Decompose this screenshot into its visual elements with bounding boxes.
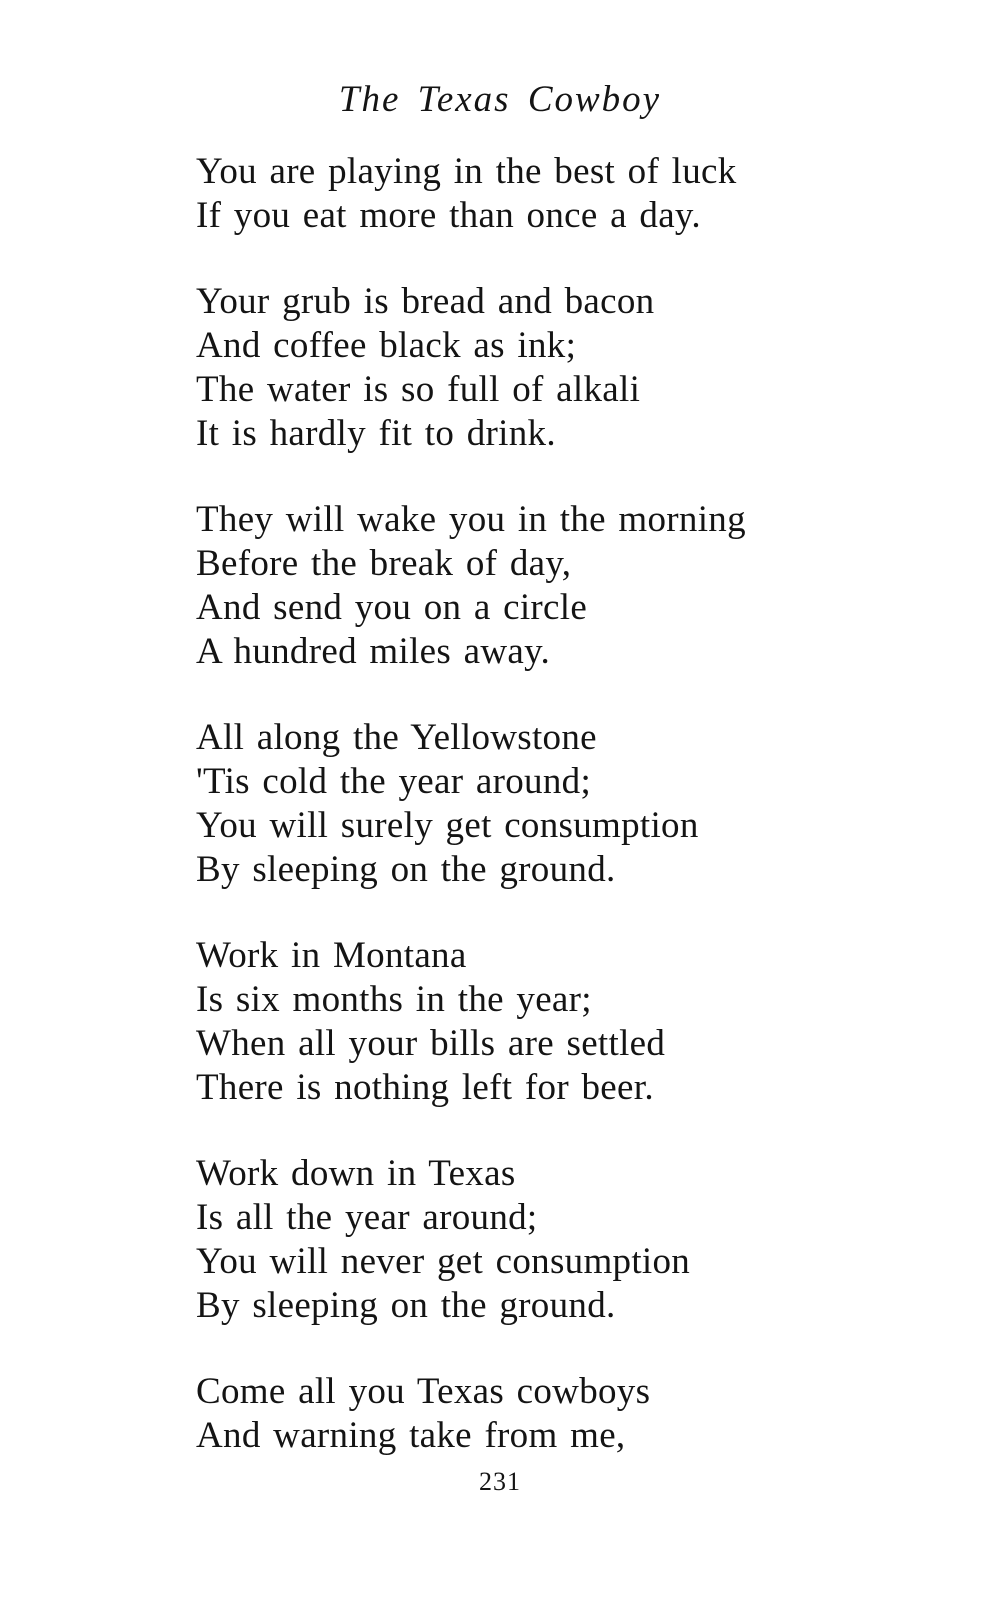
page-number: 231	[479, 1467, 521, 1496]
stanza-6	[196, 1152, 916, 1328]
poem-line: And send you on a circle	[196, 587, 588, 628]
poem-line: And coffee black as ink;	[196, 325, 577, 366]
poem-line: Is all the year around;	[196, 1197, 538, 1238]
poem-line: You will surely get consumption	[196, 805, 699, 846]
poem-line: A hundred miles away.	[196, 631, 551, 672]
poem-line: It is hardly fit to drink.	[196, 413, 556, 454]
running-head: The Texas Cowboy	[338, 79, 662, 120]
stanza-4	[196, 716, 916, 892]
poem	[196, 150, 916, 1500]
stanza-7	[196, 1370, 916, 1458]
poem-line: There is nothing left for beer.	[196, 1067, 654, 1108]
poem-line: Work in Montana	[196, 935, 467, 976]
poem-line: By sleeping on the ground.	[196, 849, 616, 890]
poem-line: By sleeping on the ground.	[196, 1285, 616, 1326]
poem-line: All along the Yellowstone	[196, 717, 597, 758]
poem-line: 'Tis cold the year around;	[196, 761, 592, 802]
stanza-5	[196, 934, 916, 1110]
stanza-3	[196, 498, 916, 674]
poem-line: Before the break of day,	[196, 543, 572, 584]
poem-line: When all your bills are settled	[196, 1023, 666, 1064]
stanza-1	[196, 150, 916, 238]
poem-line: The water is so full of alkali	[196, 369, 641, 410]
poem-line: Is six months in the year;	[196, 979, 592, 1020]
poem-line: You are playing in the best of luck	[196, 151, 737, 192]
poem-line: You will never get consumption	[196, 1241, 691, 1282]
poem-line: Work down in Texas	[196, 1153, 516, 1194]
poem-line: Your grub is bread and bacon	[196, 281, 655, 322]
poem-line: And warning take from me,	[196, 1415, 626, 1456]
poem-line: Come all you Texas cowboys	[196, 1371, 651, 1412]
poem-line: If you eat more than once a day.	[196, 195, 701, 236]
poem-line: They will wake you in the morning	[196, 499, 746, 540]
stanza-2	[196, 280, 916, 456]
